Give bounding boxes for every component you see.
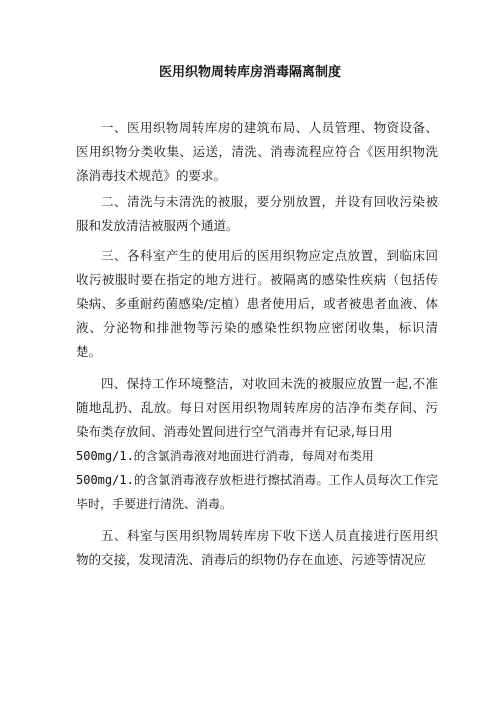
document-body xyxy=(76,116,438,572)
document-title: 医用织物周转库房消毒隔离制度 xyxy=(158,65,341,80)
paragraph-1: 一、医用织物周转库房的建筑布局、人员管理、物资设备、医用织物分类收集、运送，清洗、消毒流程应符合《医用织物洗涤消毒技术规范》的要求。 xyxy=(76,120,438,183)
paragraph-4 xyxy=(76,372,438,516)
paragraph-2: 二、清洗与未清洗的被服，要分别放置，并设有回收污染被服和发放清洁被服两个通道。 xyxy=(76,194,438,233)
paragraph-5: 五、科室与医用织物周转库房下收下送人员直接进行医用织物的交接，发现清洗、消毒后的织物仍存在血迹、污迹等情况应 xyxy=(76,528,438,567)
paragraph-4-text-a: 四、保持工作环境整洁，对收回未洗的被服应放置一起,不准随地乱扔、乱放。每日对医用织物周转库房的洁净布类存间、污染布类存放间、消毒处置间进行空气消毒并有记录,每日用 xyxy=(76,376,438,439)
paragraph-4-text-b: 500mg/1.的含氯消毒液对地面进行消毒，每周对布类用 xyxy=(76,449,374,463)
paragraph-4-text-c: 500mg/1.的含氯消毒液存放柜进行擦拭消毒。工作人员每次工作完毕时，手要进行清洗、消毒。 xyxy=(76,473,438,511)
paragraph-3: 三、各科室产生的使用后的医用织物应定点放置，到临床回收污被服时要在指定的地方进行。被隔离的感染性疾病（包括传染病、多重耐药菌感染/定植）患者使用后，或者被患者血液、体液、分泌物和排泄物等污染的感染性织物应密闭收集，标识清楚。 xyxy=(76,248,438,359)
